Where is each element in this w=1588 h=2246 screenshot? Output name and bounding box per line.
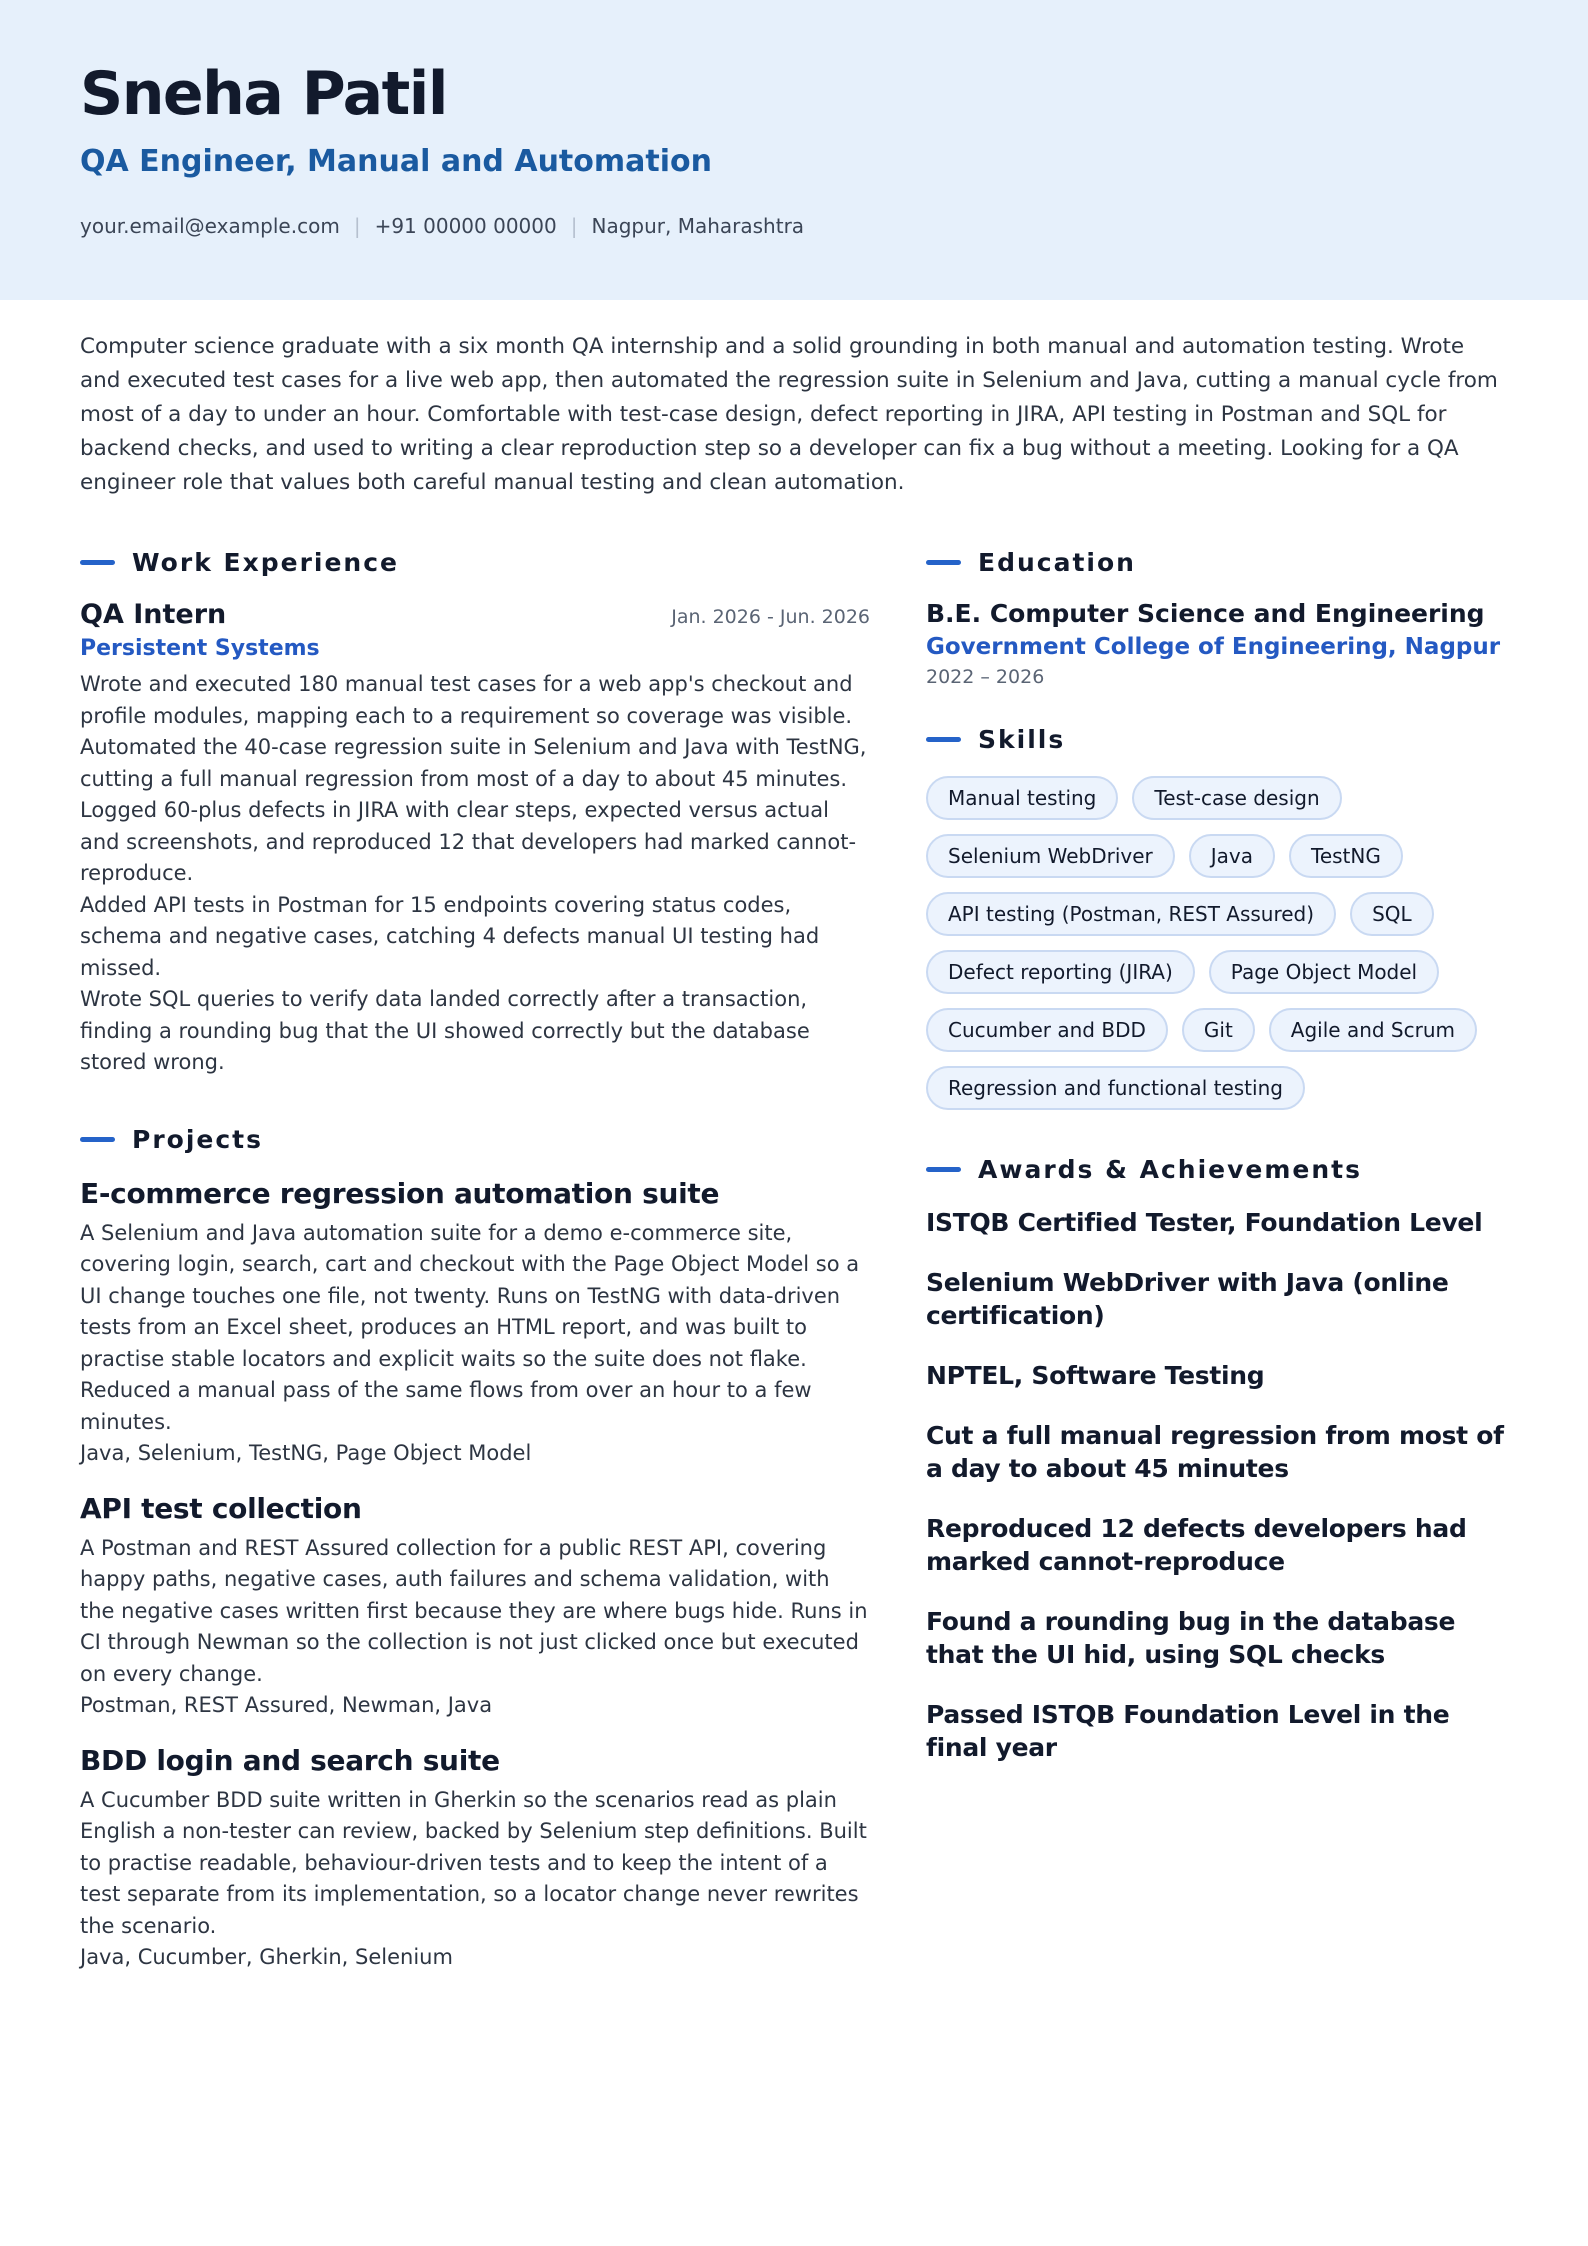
contact-phone: +91 00000 00000 [374,214,557,238]
section-title: Projects [132,1125,264,1154]
section-heading-experience [80,545,870,579]
job-company: Persistent Systems [80,636,320,661]
skill-chip: Page Object Model [1209,950,1439,994]
education-years: 2022 – 2026 [926,666,1045,688]
award-item: Cut a full manual regression from most of a day to about 45 minutes [926,1421,1504,1483]
candidate-name: Sneha Patil [80,59,447,129]
skill-chip: Regression and functional testing [926,1066,1305,1110]
skill-chip: Cucumber and BDD [926,1008,1168,1052]
contact-location: Nagpur, Maharashtra [591,214,805,238]
section-heading-education [926,545,1506,579]
project-entry [80,1492,870,1722]
right-column [926,545,1506,1791]
left-column [80,545,870,1996]
job-entry [80,599,870,1079]
skill-chip: Java [1189,834,1275,878]
project-tech: Postman, REST Assured, Newman, Java [80,1693,493,1717]
candidate-role: QA Engineer, Manual and Automation [80,144,712,179]
contact-email: your.email@example.com [80,214,340,238]
skill-chip: TestNG [1289,834,1403,878]
award-item: Passed ISTQB Foundation Level in the final year [926,1700,1450,1762]
section-title: Skills [978,724,1066,754]
award-item: Found a rounding bug in the database that the UI hid, using SQL checks [926,1607,1456,1669]
education-degree: B.E. Computer Science and Engineering [926,599,1485,628]
section-heading-awards [926,1152,1506,1186]
contact-line [80,214,804,238]
resume-header [0,0,1588,300]
section-heading-skills [926,722,1506,756]
skill-chip: Test-case design [1132,776,1341,820]
project-description: A Selenium and Java automation suite for a demo e-commerce site, covering login, search, cart and checkout with the Page Object Model so a UI change touches one file, not twenty. Runs on TestNG with data-driven tests from an Excel sheet, produces an HTML report, and was built to practise stable locators and explicit waits so the suite does not flake. Reduced a manual pass of the same flows from over an hour to a few minutes. [80,1220,860,1434]
job-bullet: Added API tests in Postman for 15 endpoints covering status codes, schema and negative cases, catching 4 defects manual UI testing had missed. [80,892,820,980]
award-item: Selenium WebDriver with Java (online certification) [926,1268,1449,1330]
project-title: API test collection [80,1491,362,1525]
job-bullet: Wrote SQL queries to verify data landed correctly after a transaction, finding a rounding bug that the UI showed correctly but the database stored wrong. [80,987,810,1074]
section-accent-bar [926,560,961,565]
job-bullets [80,669,870,1079]
section-title: Awards & Achievements [978,1154,1363,1184]
project-title: E-commerce regression automation suite [80,1176,720,1210]
contact-separator: | [353,214,361,238]
summary-paragraph: Computer science graduate with a six month QA internship and a solid grounding in both manual and automation testing. Wrote and executed test cases for a live web app, then automated the regression suite in Selenium and Java, cutting a manual cycle from most of a day to under an hour. Comfortable with test-case design, defect reporting in JIRA, API testing in Postman and SQL for backend checks, and used to writing a clear reproduction step so a developer can fix a bug without a meeting. Looking for a QA engineer role that values both careful manual testing and clean automation. [80,334,1498,495]
job-dates: Jan. 2026 - Jun. 2026 [671,606,870,628]
project-entry [80,1177,870,1470]
job-header [80,599,870,630]
job-bullet: Automated the 40-case regression suite in Selenium and Java with TestNG, cutting a full manual regression from most of a day to about 45 minutes. [80,735,867,791]
skill-chip: Selenium WebDriver [926,834,1175,878]
section-title: Education [978,547,1136,577]
section-heading-projects [80,1123,870,1157]
skill-chip: Manual testing [926,776,1118,820]
section-accent-bar [80,560,115,565]
award-item: ISTQB Certified Tester, Foundation Level [926,1208,1483,1237]
award-item: Reproduced 12 defects developers had marked cannot-reproduce [926,1514,1467,1576]
skill-chip: API testing (Postman, REST Assured) [926,892,1336,936]
project-entry [80,1744,870,1974]
project-title: BDD login and search suite [80,1743,500,1777]
job-bullet: Logged 60-plus defects in JIRA with clear steps, expected versus actual and screenshots, and reproduced 12 that developers had marked cannot-reproduce. [80,798,857,885]
project-description: A Postman and REST Assured collection for a public REST API, covering happy paths, negative cases, auth failures and schema validation, with the negative cases written first because they are where bugs hide. Runs in CI through Newman so the collection is not just clicked once but executed on every change. [80,1535,868,1686]
section-accent-bar [926,1167,961,1172]
section-title: Work Experience [132,547,399,577]
skill-chip: Defect reporting (JIRA) [926,950,1195,994]
education-school: Government College of Engineering, Nagpur [926,634,1501,660]
section-accent-bar [80,1137,115,1142]
skill-chip: Agile and Scrum [1269,1008,1477,1052]
job-title: QA Intern [80,599,227,630]
project-tech: Java, Cucumber, Gherkin, Selenium [80,1945,453,1969]
award-item: NPTEL, Software Testing [926,1361,1265,1390]
project-description: A Cucumber BDD suite written in Gherkin so the scenarios read as plain English a non-tester can review, backed by Selenium step definitions. Built to practise readable, behaviour-driven tests and to keep the intent of a test separate from its implementation, so a locator change never rewrites the scenario. [80,1787,867,1938]
job-bullet: Wrote and executed 180 manual test cases for a web app's checkout and profile modules, mapping each to a requirement so coverage was visible. [80,672,853,728]
skill-chip: Git [1182,1008,1255,1052]
skill-chip: SQL [1350,892,1434,936]
contact-separator: | [570,214,578,238]
project-tech: Java, Selenium, TestNG, Page Object Model [80,1441,532,1465]
section-accent-bar [926,737,961,742]
skills-list [926,776,1506,1110]
